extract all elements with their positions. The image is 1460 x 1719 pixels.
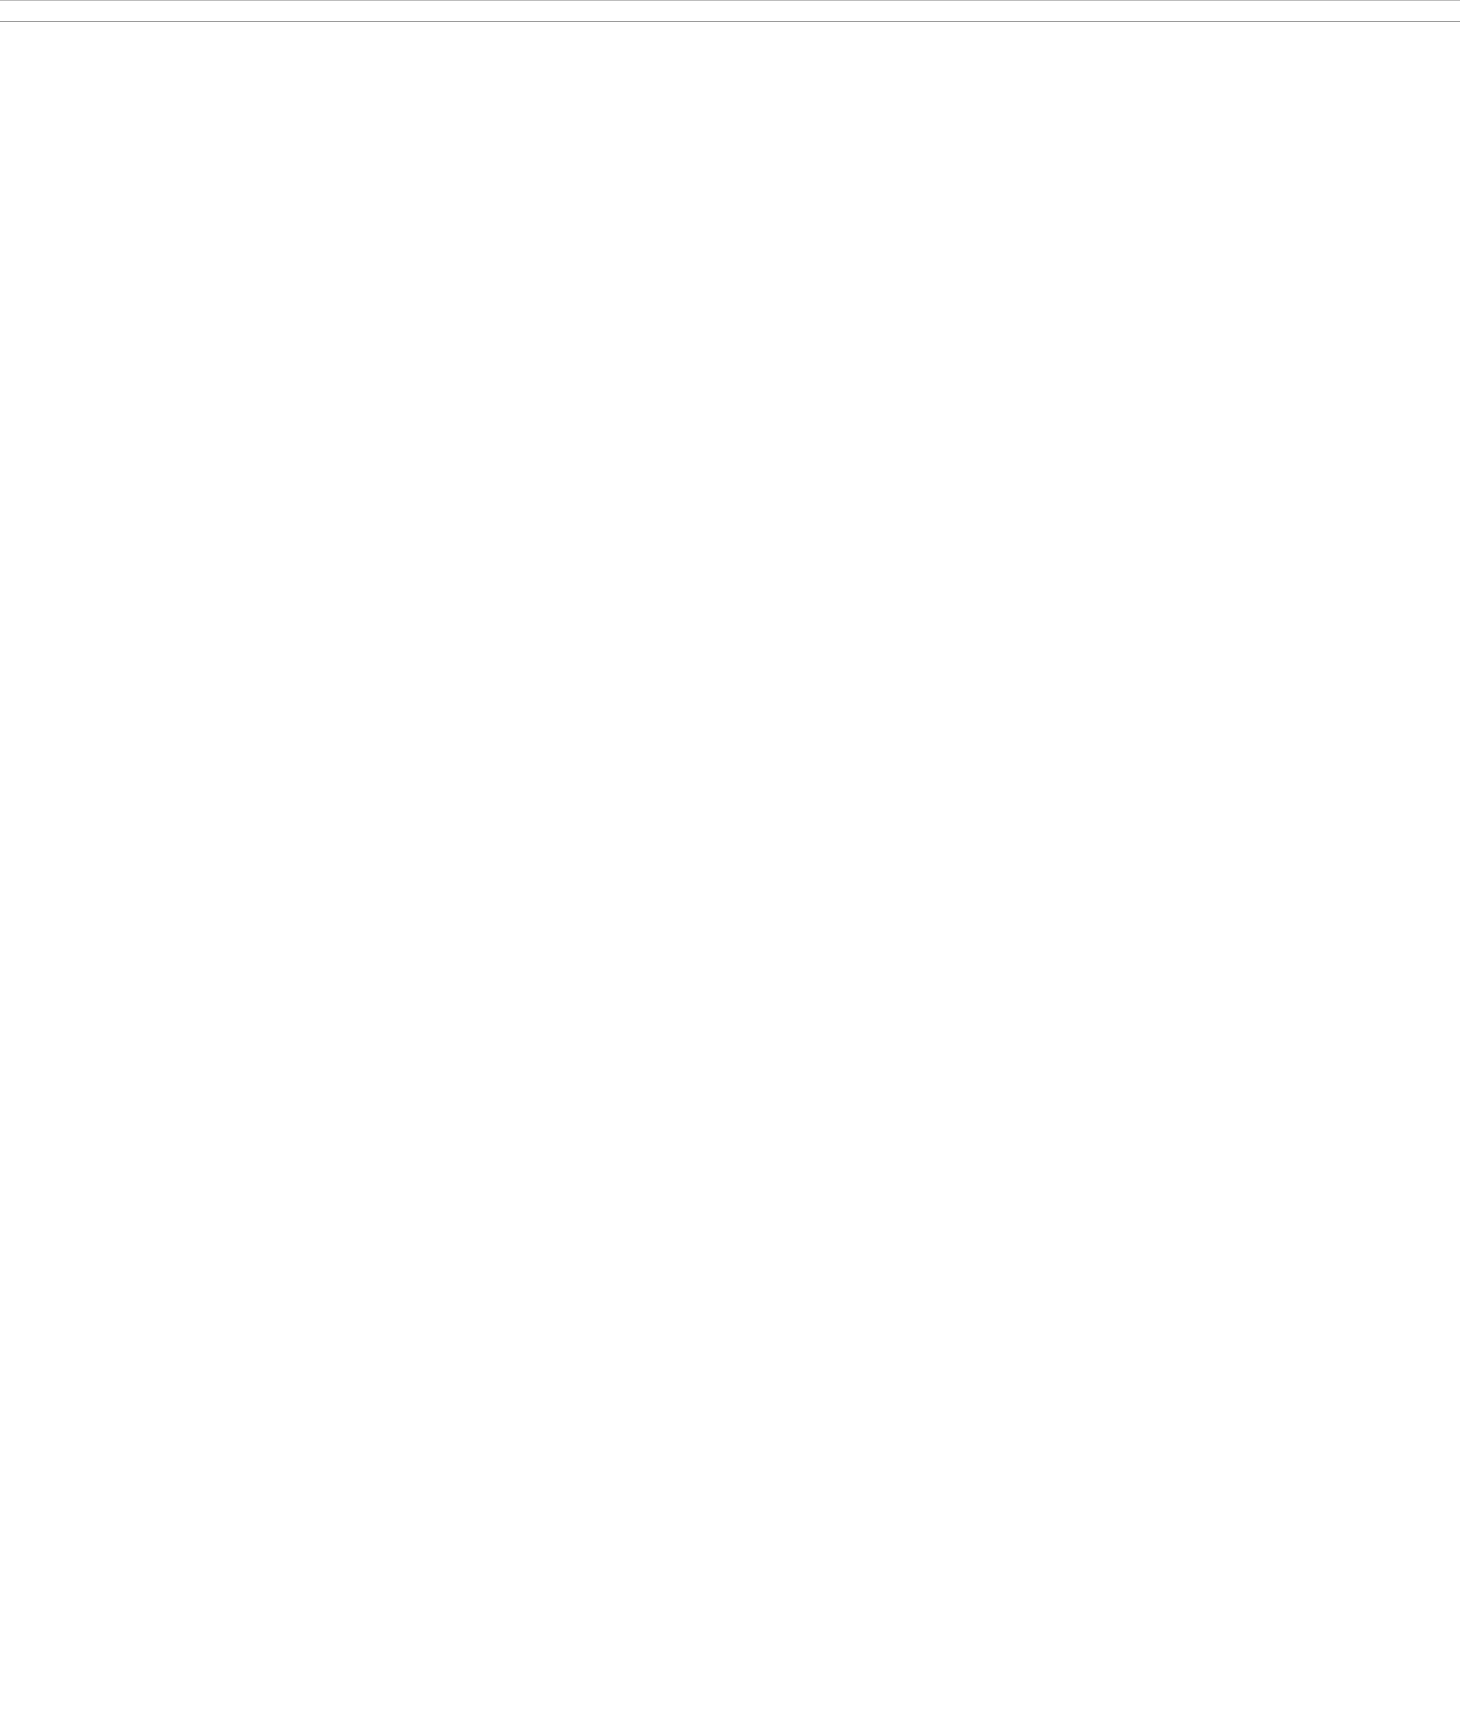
table-sheet — [0, 0, 1460, 22]
header-row — [0, 1, 1460, 22]
header-demographics — [0, 1, 119, 22]
metastasis-table — [0, 0, 1460, 22]
header-pathology — [335, 1, 855, 22]
header-dm-management — [1042, 1, 1460, 22]
header-primary-treatment — [119, 1, 335, 22]
header-dm-location — [967, 1, 1042, 22]
header-timing — [855, 1, 967, 22]
